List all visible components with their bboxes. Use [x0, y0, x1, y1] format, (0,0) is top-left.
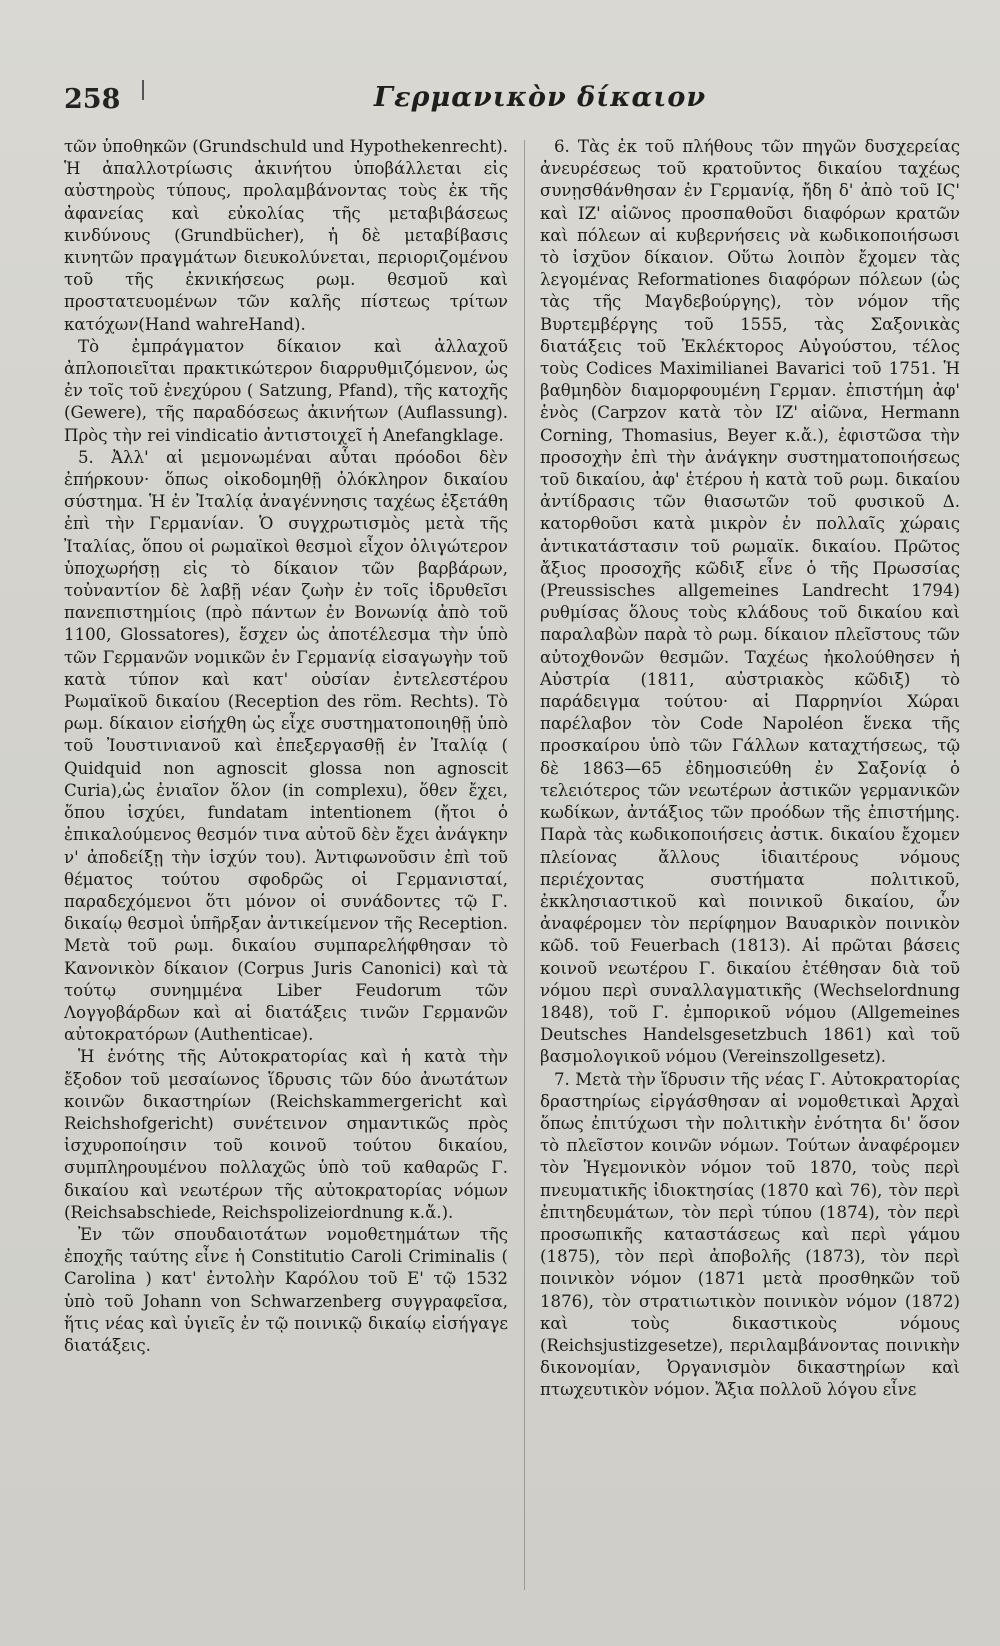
- column-divider: [524, 140, 525, 1590]
- left-paragraph-2: Τὸ ἐμπράγματον δίκαιον καὶ ἀλλαχοῦ ἀπλοποιεῖται πρακτικώτερον διαρρυθμιζόμενον, ὡς ἐν τοῖς τοῦ ἐνεχύρου ( Satzung, Pfand), τῆς κατοχῆς (Gewere), τῆς παραδόσεως ἀκινήτων (Auflassung). Πρὸς τὴν rei vindicatio ἀντιστοιχεῖ ἡ Anefangklage.: [64, 336, 508, 445]
- right-paragraph-2: 7. Μετὰ τὴν ἵδρυσιν τῆς νέας Γ. Αὐτοκρατορίας δραστηρίως εἰργάσθησαν αἱ νομοθετικαὶ Ἀρχαὶ ὅπως ἐπιτύχωσι τὴν πολιτικὴν ἑνότητα δι' ὅσον τὸ πλεῖστον κοινῶν νόμων. Τούτων ἀναφέρομεν τὸν Ἡγεμονικὸν νόμον τοῦ 1870, τοὺς περὶ πνευματικῆς ἰδιοκτησίας (1870 καὶ 76), τὸν περὶ ἐπιτηδευμάτων, τὸν περὶ τύπου (1874), τὸν περὶ προσωπικῆς καταστάσεως καὶ περὶ γάμου (1875), τὸν περὶ ἀποβολῆς (1873), τὸν περὶ ποινικὸν νόμον (1871 μετὰ προσθηκῶν τοῦ 1876), τὸν στρατιωτικὸν ποινικὸν νόμον (1872) καὶ τοὺς δικαστικοὺς νόμους (Reichsjustizgesetze), περιλαμβάνοντας ποινικὴν δικονομίαν, Ὀργανισμὸν δικαστηρίων καὶ πτωχευτικὸν νόμον. Ἄξια πολλοῦ λόγου εἶνε: [540, 1069, 960, 1400]
- left-paragraph-1: τῶν ὑποθηκῶν (Grundschuld und Hypothekenrecht). Ἡ ἀπαλλοτρίωσις ἀκινήτου ὑποβάλλεται εἰς αὐστηροὺς τύπους, προλαμβάνοντας τοὺς ἐκ τῆς ἀφανείας καὶ εὐκολίας τῆς μεταβιβάσεως κινδύνους (Grundbücher), ἡ δὲ μεταβίβασις κινητῶν πραγμάτων διευκολύνεται, περιοριζομένου τοῦ τῆς ἐκνικήσεως ρωμ. θεσμοῦ καὶ προστατευομένων τῶν καλῆς πίστεως τρίτων κατόχων(Hand wahreHand).: [64, 137, 508, 334]
- right-column: [540, 136, 960, 1402]
- left-paragraph-5: Ἐν τῶν σπουδαιοτάτων νομοθετημάτων τῆς ἐποχῆς ταύτης εἶνε ἡ Constitutio Caroli Criminalis ( Carolina ) κατ' ἐντολὴν Καρόλου τοῦ Ε' τῷ 1532 ὑπὸ τοῦ Johann von Schwarzenberg συγγραφεῖσα, ἥτις νέας καὶ ὑγιεῖς ἐν τῷ ποινικῷ δικαίῳ εἰσήγαγε διατάξεις.: [64, 1224, 508, 1355]
- left-column: [64, 136, 508, 1357]
- running-head: Γερμανικὸν δίκαιον: [373, 82, 707, 113]
- left-paragraph-3: 5. Ἀλλ' αἱ μεμονωμέναι αὗται πρόοδοι δὲν ἐπήρκουν· ὅπως οἰκοδομηθῇ ὁλόκληρον δικαίου σύστημα. Ἡ ἐν Ἰταλίᾳ ἀναγέννησις ταχέως ἐξετάθη ἐπὶ τὴν Γερμανίαν. Ὁ συγχρωτισμὸς μετὰ τῆς Ἰταλίας, ὅπου οἱ ρωμαϊκοὶ θεσμοὶ εἶχον ὀλιγώτερον ὑποχωρήσῃ εἰς τὸ δίκαιον τῶν βαρβάρων, τοὐναντίον δὲ λαβῇ νέαν ζωὴν ἐν τοῖς ἱδρυθεῖσι πανεπιστημίοις (πρὸ πάντων ἐν Βονωνίᾳ ἀπὸ τοῦ 1100, Glossatores), ἔσχεν ὡς ἀποτέλεσμα τὴν ὑπὸ τῶν Γερμανῶν νομικῶν ἐν Γερμανίᾳ εἰσαγωγὴν τοῦ κατὰ τύπον καὶ κατ' οὐσίαν ἐντελεστέρου Ρωμαϊκοῦ δικαίου (Reception des röm. Rechts). Τὸ ρωμ. δίκαιον εἰσήχθη ὡς εἶχε συστηματοποιηθῇ ὑπὸ τοῦ Ἰουστινιανοῦ καὶ ἐπεξεργασθῇ ἐν Ἰταλίᾳ ( Quidquid non agnoscit glossa non agnoscit Curia),ὡς ἐνιαῖον ὅλον (in complexu), ὅθεν ἔχει, ὅπου ἰσχύει, fundatam intentionem (ἤτοι ὁ ἐπικαλούμενος θεσμόν τινα αὐτοῦ δὲν ἔχει ἀνάγκην ν' ἀποδείξῃ τὴν ἰσχύν του). Ἀντιφωνοῦσιν ἐπὶ τοῦ θέματος τούτου σφοδρῶς οἱ Γερμανισταί, παραδεχόμενοι ὅτι μόνον οἱ συνάδοντες τῷ Γ. δικαίῳ θεσμοὶ ὑπῆρξαν ἀντικείμενον τῆς Reception. Μετὰ τοῦ ρωμ. δικαίου συμπαρελήφθησαν τὸ Κανονικὸν δίκαιον (Corpus Juris Canonici) καὶ τὰ τούτῳ συνημμένα Liber Feudorum τῶν Λογγοβάρδων καὶ αἱ διατάξεις τινῶν Γερμανῶν αὐτοκρατόρων (Authenticae).: [64, 447, 508, 1045]
- page-number: 258: [64, 84, 121, 115]
- right-paragraph-1: 6. Τὰς ἐκ τοῦ πλήθους τῶν πηγῶν δυσχερείας ἀνευρέσεως τοῦ κρατοῦντος δικαίου ταχέως συνῃσθάνθησαν ἐν Γερμανίᾳ, ἤδη δ' ἀπὸ τοῦ ΙϚ' καὶ ΙΖ' αἰῶνος προσπαθοῦσι διαφόρων κρατῶν καὶ πόλεων αἱ κυβερνήσεις νὰ κωδικοποιήσωσι τὸ ἰσχῦον δίκαιον. Οὕτω λοιπὸν ἔχομεν τὰς λεγομένας Reformationes διαφόρων πόλεων (ὡς τὰς τῆς Μαγδεβούργης), τὸν νόμον τῆς Βυρτεμβέργης τοῦ 1555, τὰς Σαξονικὰς διατάξεις τοῦ Ἐκλέκτορος Αὐγούστου, τέλος τοὺς Codices Maximilianei Bavarici τοῦ 1751. Ἡ βαθμηδὸν διαμορφουμένη Γερμαν. ἐπιστήμη ἀφ' ἑνὸς (Carpzov κατὰ τὸν ΙΖ' αἰῶνα, Hermann Corning, Thomasius, Beyer κ.ἄ.), ἐφιστῶσα τὴν προσοχὴν ἐπὶ τὴν ἀνάγκην συστηματοποιήσεως τοῦ δικαίου, ἀφ' ἑτέρου ἡ κατὰ τοῦ ρωμ. δικαίου ἀντίδρασις τῶν θιασωτῶν τοῦ φυσικοῦ Δ. κατορθοῦσι κατὰ μικρὸν ἐν πολλαῖς χώραις ἀντικατάστασιν τοῦ ρωμαϊκ. δικαίου. Πρῶτος ἄξιος προσοχῆς κῶδιξ εἶνε ὁ τῆς Πρωσσίας (Preussisches allgemeines Landrecht 1794) ρυθμίσας ὅλους τοὺς κλάδους τοῦ δικαίου καὶ παραλαβὼν παρὰ τὸ ρωμ. δίκαιον πλεῖστους τῶν αὐτοχθονῶν θεσμῶν. Ταχέως ἠκολούθησεν ἡ Αὐστρία (1811, αὐστριακὸς κῶδιξ) τὸ παράδειγμα τούτου· αἱ Παρρηνίοι Χώραι παρέλαβον τὸν Code Napoléon ἕνεκα τῆς προσκαίρου ὑπὸ τῶν Γάλλων καταχτήσεως, τῷ δὲ 1863—65 ἐδημοσιεύθη ἐν Σαξονίᾳ ὁ τελειότερος τῶν νεωτέρων ἀστικῶν γερμανικῶν κωδίκων, ἀντάξιος τῶν προόδων τῆς ἐπιστήμης. Παρὰ τὰς κωδικοποιήσεις ἀστικ. δικαίου ἔχομεν πλείονας ἄλλους ἰδιαιτέρους νόμους περιέχοντας συστήματα πολιτικοῦ, ἐκκλησιαστικοῦ καὶ ποινικοῦ δικαίου, ὧν ἀναφέρομεν τὸν περίφημον Βαυαρικὸν ποινικὸν κῶδ. τοῦ Feuerbach (1813). Αἱ πρῶται βάσεις κοινοῦ νεωτέρου Γ. δικαίου ἐτέθησαν διὰ τοῦ νόμου περὶ συναλλαγματικῆς (Wechselordnung 1848), τοῦ Γ. ἐμπορικοῦ νόμου (Allgemeines Deutsches Handelsgesetzbuch 1861) καὶ τοῦ βασμολογικοῦ νόμου (Vereinszollgesetz).: [540, 137, 960, 1067]
- left-paragraph-4: Ἡ ἑνότης τῆς Αὐτοκρατορίας καὶ ἡ κατὰ τὴν ἔξοδον τοῦ μεσαίωνος ἵδρυσις τῶν δύο ἀνωτάτων κοινῶν δικαστηρίων (Reichskammergericht καὶ Reichshofgericht) συνέτεινον σημαντικῶς πρὸς ἰσχυροποίησιν τοῦ κοινοῦ τούτου δικαίου, συμπληρουμένου πολλαχῶς ὑπὸ τοῦ καθαρῶς Γ. δικαίου καὶ νεωτέρων τῆς αὐτοκρατορίας νόμων (Reichsabschiede, Reichspolizeiordnung κ.ἄ.).: [64, 1047, 508, 1222]
